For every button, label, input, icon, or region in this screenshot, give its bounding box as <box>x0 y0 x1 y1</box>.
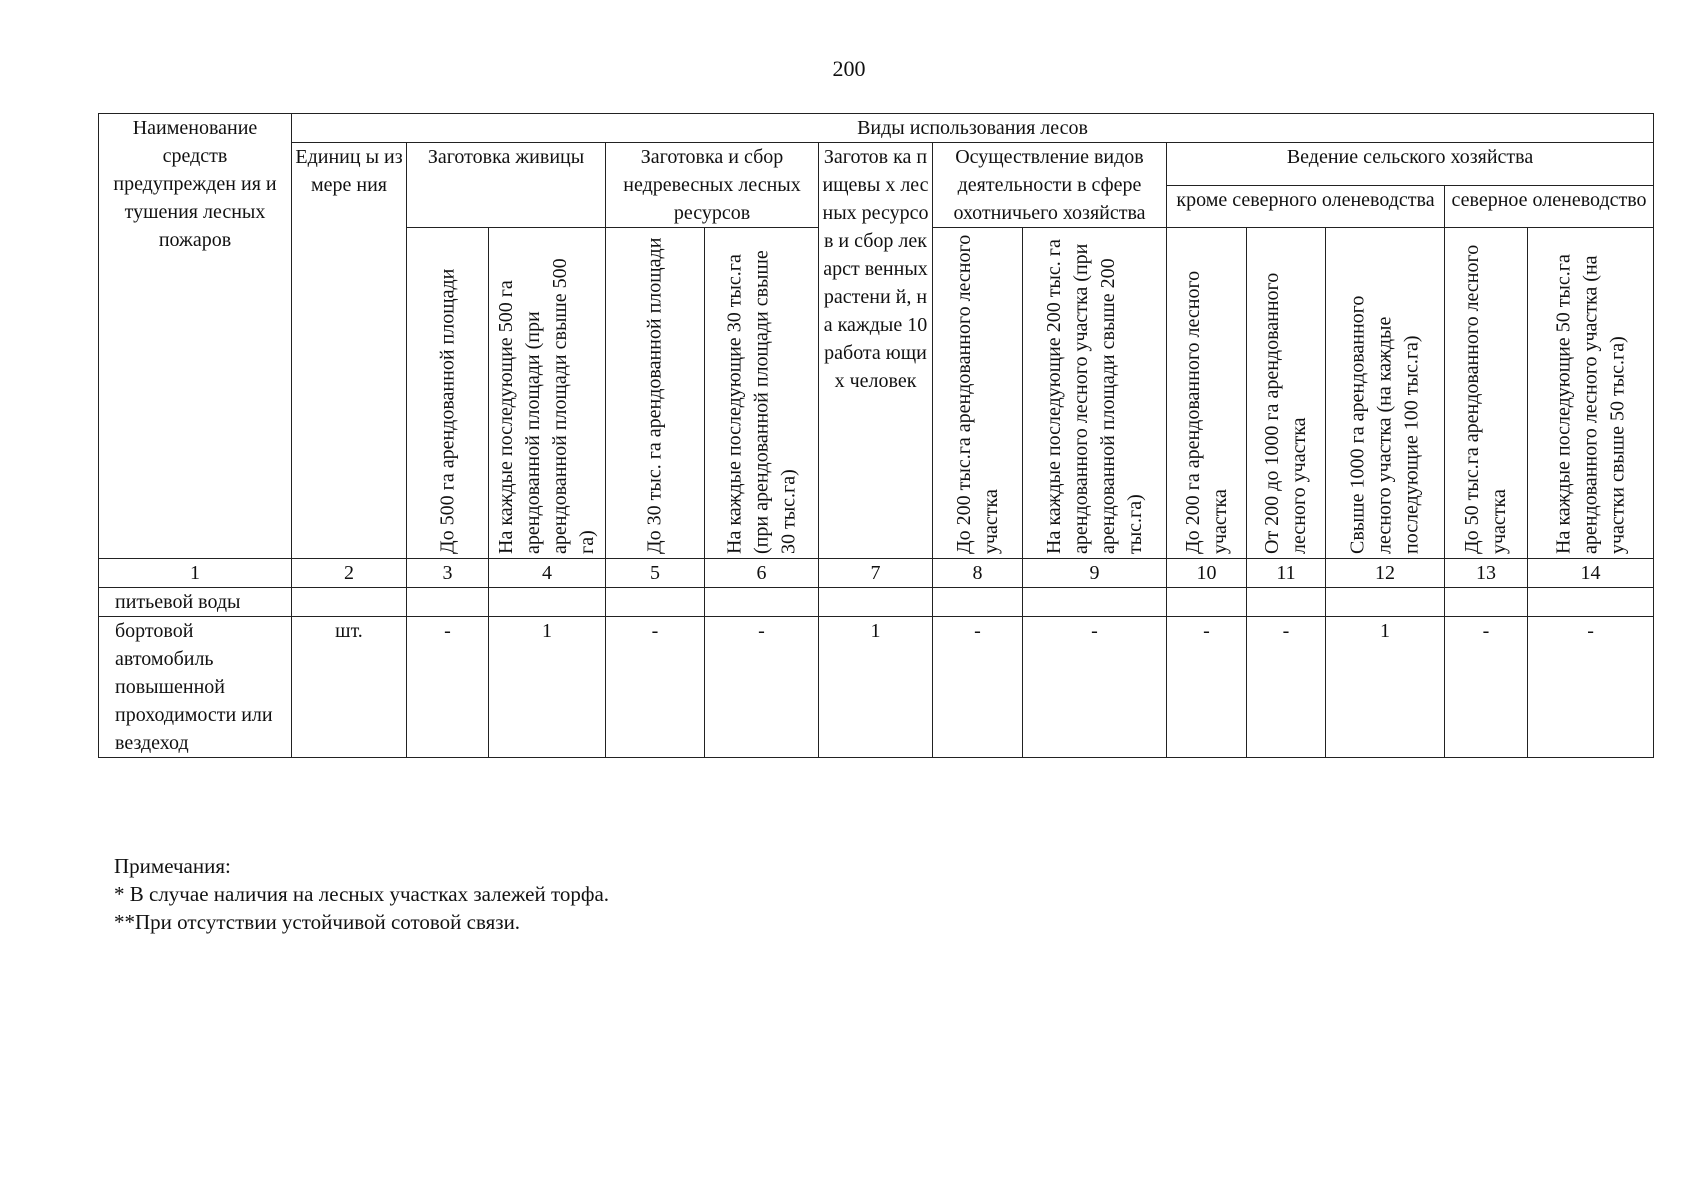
table-cell: 1 <box>489 617 606 758</box>
subheader-col-9: На каждые последующие 200 тыс. га арендованного лесного участка (при арендованной площади свыше 200 тыс.га) <box>1042 239 1146 554</box>
header-resin: Заготовка живицы <box>407 143 606 228</box>
note-line: * В случае наличия на лесных участках залежей торфа. <box>114 882 610 906</box>
table-cell: - <box>933 617 1023 758</box>
page-number: 200 <box>832 56 866 81</box>
header-agriculture: Ведение сельского хозяйства <box>1167 143 1654 186</box>
column-number: 10 <box>1167 559 1247 588</box>
column-number: 1 <box>99 559 292 588</box>
table-cell: - <box>1023 617 1167 758</box>
subheader-col-10: До 200 га арендованного лесного участка <box>1181 270 1231 554</box>
header-hunting: Осуществление видов деятельности в сфере охотничьего хозяйства <box>933 143 1167 228</box>
column-number-row <box>99 559 1654 588</box>
subheader-col-4: На каждые последующие 500 га арендованной площади (при арендованной площади свыше 500 га) <box>495 258 598 554</box>
subheader-col-14: На каждые последующие 50 тыс.га арендованного лесного участка (на участки свыше 50 тыс.га) <box>1552 254 1629 554</box>
subheader-col-13: До 50 тыс.га арендованного лесного участка <box>1461 244 1510 554</box>
header-units: Единиц ы измере ния <box>292 143 407 559</box>
subheader-col-3: До 500 га арендованной площади <box>436 268 458 554</box>
row-name: бортовой автомобиль повышенной проходимости или вездеход <box>99 617 292 758</box>
column-number: 9 <box>1023 559 1167 588</box>
subheader-col-8: До 200 тыс.га арендованного лесного участка <box>952 234 1002 554</box>
column-number: 11 <box>1247 559 1326 588</box>
column-number: 4 <box>489 559 606 588</box>
row-name: питьевой воды <box>99 588 292 617</box>
header-agri-northern: северное оленеводство <box>1445 185 1654 228</box>
table-cell: - <box>407 617 489 758</box>
table-cell: 1 <box>819 617 933 758</box>
table-cell: - <box>1247 617 1326 758</box>
header-nonwood: Заготовка и сбор недревесных лесных ресурсов <box>606 143 819 228</box>
column-number: 2 <box>292 559 407 588</box>
column-number: 5 <box>606 559 705 588</box>
table-cell: - <box>606 617 705 758</box>
notes-title: Примечания: <box>114 854 231 878</box>
table-cell: 1 <box>1326 617 1445 758</box>
note-line: **При отсутствии устойчивой сотовой связи. <box>114 910 521 934</box>
header-agri-non-northern: кроме северного оленеводства <box>1167 185 1445 228</box>
subheader-col-6: На каждые последующие 30 тыс.га (при арендованной площади свыше 30 тыс.га) <box>723 250 799 554</box>
table-cell: - <box>705 617 819 758</box>
column-number: 6 <box>705 559 819 588</box>
header-food-resources: Заготов ка пищевы х лесных ресурсо в и сбор лекарст венных растени й, на каждые 10 работа ющих человек <box>819 143 933 559</box>
column-number: 14 <box>1528 559 1654 588</box>
table-cell: шт. <box>292 617 407 758</box>
notes <box>114 852 609 936</box>
table-row <box>99 588 1654 617</box>
table-cell: - <box>1167 617 1247 758</box>
column-number: 3 <box>407 559 489 588</box>
subheader-col-11: От 200 до 1000 га арендованного лесного участка <box>1261 272 1310 554</box>
subheader-col-5: До 30 тыс. га арендованной площади <box>643 237 666 554</box>
subheader-col-12: Свыше 1000 га арендованного лесного участка (на каждые последующие 100 тыс.га) <box>1346 295 1423 554</box>
table-cell: - <box>1445 617 1528 758</box>
header-name-column: Наименование средств предупрежден ия и тушения лесных пожаров <box>99 114 292 559</box>
column-number: 12 <box>1326 559 1445 588</box>
resources-table <box>98 113 1654 758</box>
table-cell: - <box>1528 617 1654 758</box>
header-forest-use-types: Виды использования лесов <box>292 114 1654 143</box>
column-number: 13 <box>1445 559 1528 588</box>
column-number: 7 <box>819 559 933 588</box>
table-row <box>99 617 1654 758</box>
column-number: 8 <box>933 559 1023 588</box>
